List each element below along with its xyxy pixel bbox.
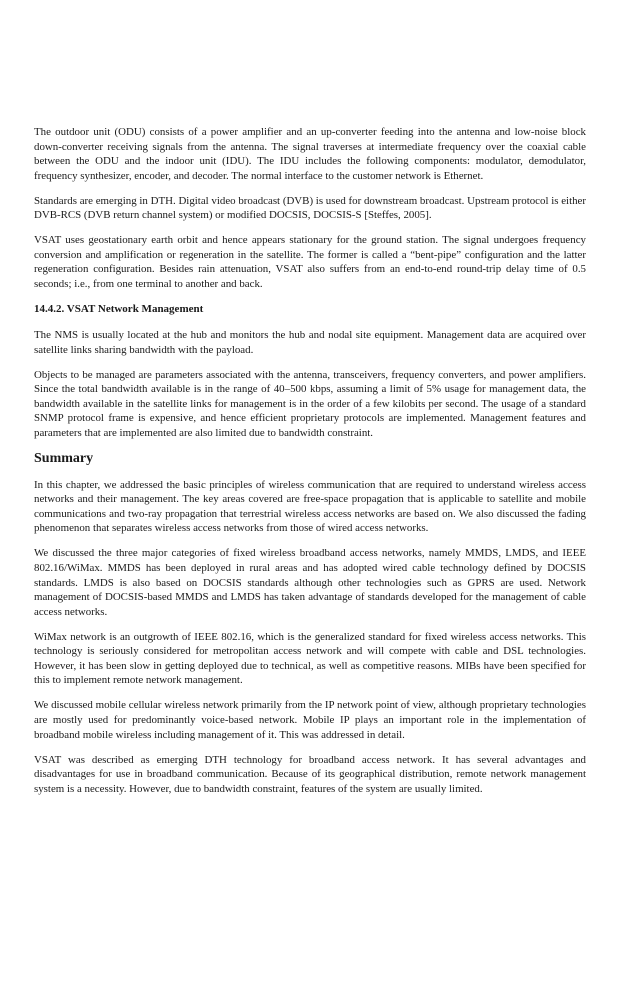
- summary-heading: Summary: [34, 450, 94, 466]
- document-body: [34, 125, 586, 807]
- paragraph-odu-description: The outdoor unit (ODU) consists of a power amplifier and an up-converter feeding into the antenna and low-noise block down-converter receiving signals from the antenna. The signal traverses at intermediate frequency over the coaxial cable between the ODU and the indoor unit (IDU). The IDU includes the following components: modulator, demodulator, frequency synthesizer, encoder, and decoder. The normal interface to the customer network is Ethernet.: [34, 126, 586, 182]
- paragraph-dth-standards: Standards are emerging in DTH. Digital video broadcast (DVB) is used for downstream broadcast. Upstream protocol is either DVB-RCS (DVB return channel system) or modified DOCSIS, DOCSIS-S [Steffes, 2005].: [34, 194, 586, 222]
- paragraph-vsat-orbit: VSAT uses geostationary earth orbit and hence appears stationary for the ground station. The signal undergoes frequency conversion and amplification or regeneration in the satellite. The former is called a “bent-pipe” configuration and the latter regeneration configuration. Besides rain attenuation, VSAT also suffers from an end-to-end round-trip delay time of 0.5 seconds; i.e., from one terminal to another and back.: [34, 234, 586, 290]
- section-heading: 14.4.2. VSAT Network Management: [34, 302, 204, 315]
- paragraph-summary-mobile: We discussed mobile cellular wireless network primarily from the IP network point of view, although proprietary technologies are mostly used for predominantly voice-based network. Mobile IP plays an important role in the implementation of broadband mobile wireless including management of it. This was addressed in detail.: [34, 699, 586, 741]
- paragraph-summary-vsat: VSAT was described as emerging DTH technology for broadband access network. It has several advantages and disadvantages for use in broadband communication. Because of its geographical distribution, remote network management system is a necessity. However, due to bandwidth constraint, features of the system are usually limited.: [34, 753, 586, 795]
- paragraph-summary-wimax: WiMax network is an outgrowth of IEEE 802.16, which is the generalized standard for fixed wireless access networks. This technology is seriously considered for metropolitan access network and will compete with cable and DSL technologies. However, it has been slow in getting deployed due to technical, as well as competitive reasons. MIBs have been specified for this to implement remote network management.: [34, 630, 586, 687]
- paragraph-managed-objects: Objects to be managed are parameters associated with the antenna, transceivers, frequency converters, and power amplifiers. Since the total bandwidth available is in the range of 40–500 kbps, assuming a limit of 5% usage for management data, the bandwidth available in the satellite links for management is in the order of a few kilobits per second. The usage of a standard SNMP protocol frame is expensive, and hence efficient proprietary protocols are implemented. Management features and parameters that are implemented are also limited due to bandwidth constraint.: [34, 368, 586, 439]
- paragraph-summary-intro: In this chapter, we addressed the basic principles of wireless communication that are required to understand wireless access networks and their management. The key areas covered are free-space propagation that is applicable to satellite and mobile communications and two-ray propagation that terrestrial wireless access networks are based on. We also discussed the fading phenomenon that separates wireless access networks from those of wired access networks.: [34, 478, 586, 535]
- paragraph-nms-location: The NMS is usually located at the hub and monitors the hub and nodal site equipment. Management data are acquired over satellite links sharing bandwidth with the payload.: [34, 328, 586, 356]
- paragraph-summary-fixed-wireless: We discussed the three major categories of fixed wireless broadband access networks, namely MMDS, LMDS, and IEEE 802.16/WiMax. MMDS has been deployed in rural areas and has adopted wired cable technology defined by DOCSIS standards. LMDS is also based on DOCSIS standards although other technologies such as GPRS are used. Network management of DOCSIS-based MMDS and LMDS has taken advantage of standards developed for the management of cable access networks.: [34, 547, 586, 618]
